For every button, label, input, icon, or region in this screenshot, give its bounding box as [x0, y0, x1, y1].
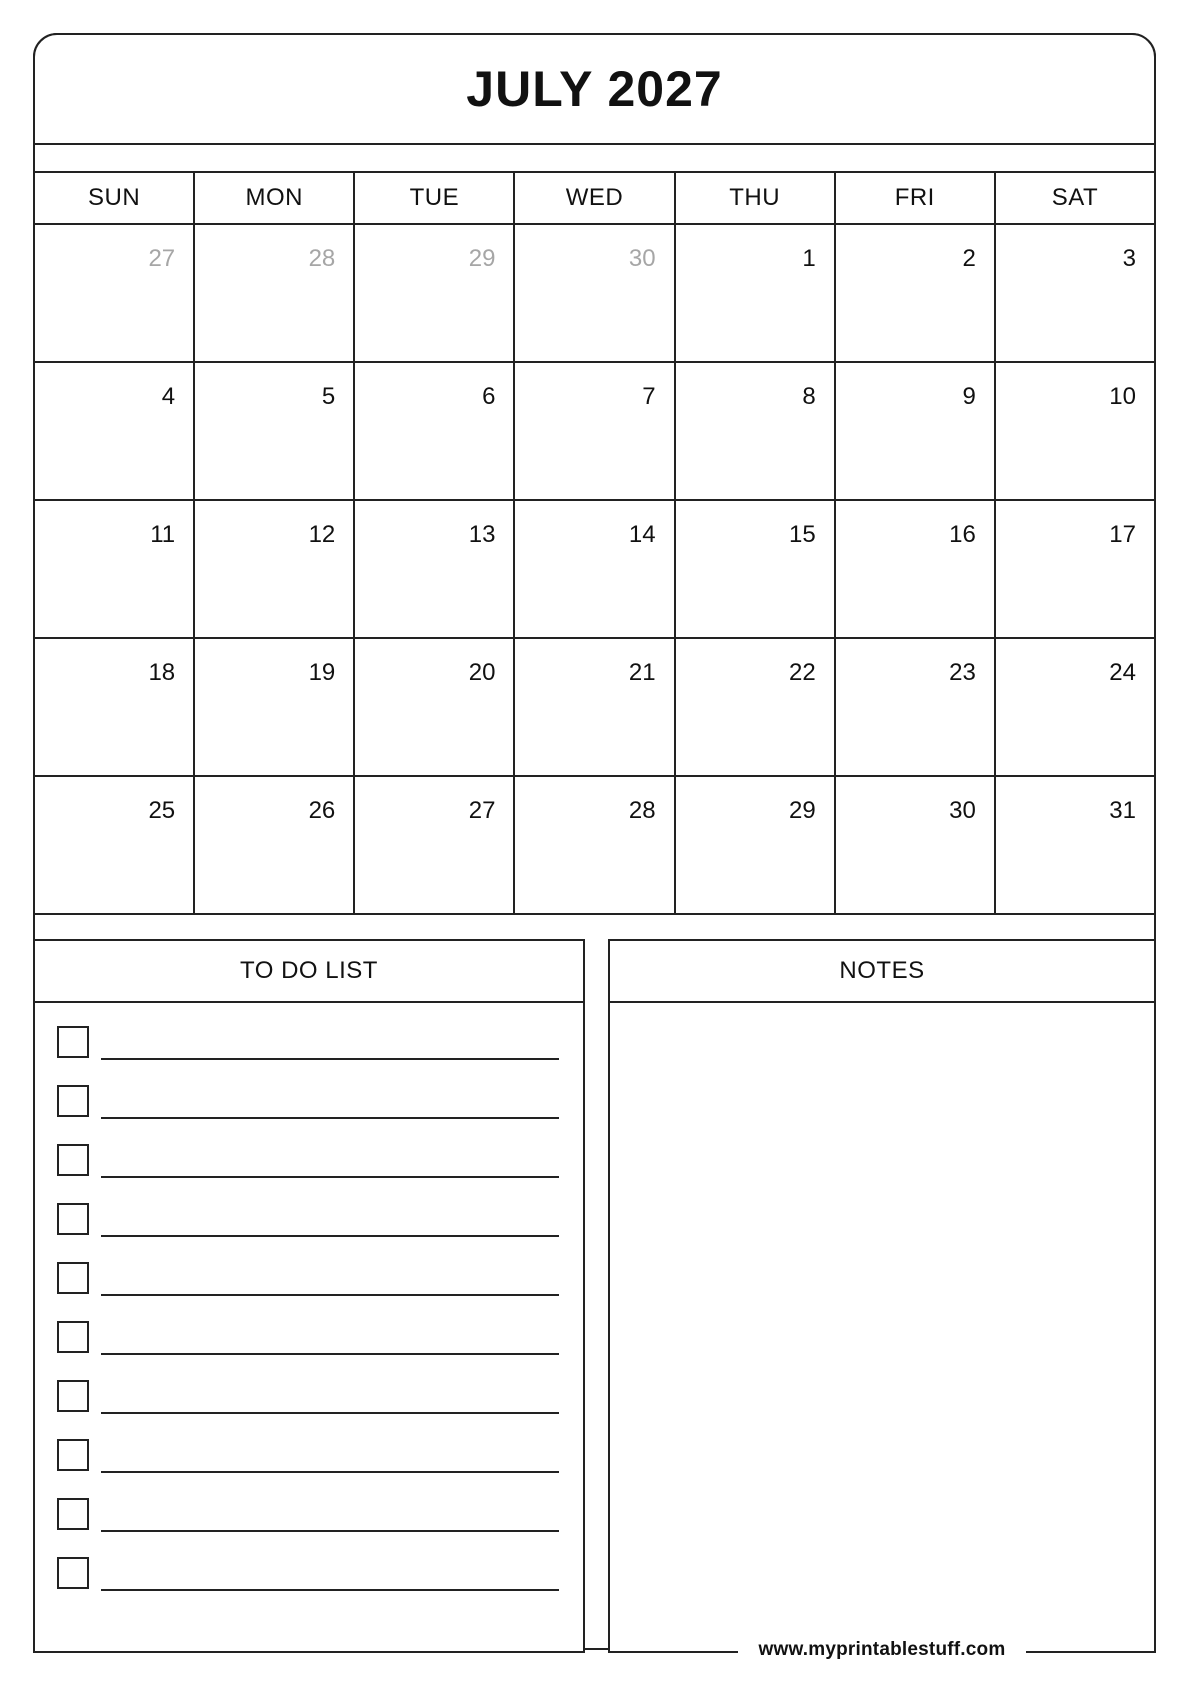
week-row — [34, 500, 1155, 638]
day-number: 29 — [468, 245, 496, 272]
notes-panel — [608, 939, 1156, 1653]
todo-checkbox[interactable] — [57, 1262, 89, 1294]
todo-write-line[interactable] — [101, 1176, 559, 1178]
day-cell[interactable] — [354, 362, 514, 500]
todo-write-line[interactable] — [101, 1353, 559, 1355]
todo-checkbox[interactable] — [57, 1557, 89, 1589]
day-cell[interactable] — [995, 638, 1155, 776]
day-cell[interactable] — [995, 500, 1155, 638]
week-row — [34, 224, 1155, 362]
day-cell[interactable] — [354, 776, 514, 914]
day-cell[interactable] — [675, 776, 835, 914]
day-cell[interactable] — [194, 224, 354, 362]
day-cell[interactable] — [514, 776, 674, 914]
day-number: 14 — [628, 521, 656, 548]
day-number: 8 — [802, 383, 816, 410]
day-number: 24 — [1109, 659, 1136, 686]
day-cell[interactable] — [194, 776, 354, 914]
day-cell[interactable] — [835, 500, 995, 638]
weekday-mon: MON — [194, 172, 354, 224]
day-cell[interactable] — [354, 500, 514, 638]
todo-checkbox[interactable] — [57, 1026, 89, 1058]
day-cell[interactable] — [835, 224, 995, 362]
day-number: 10 — [1109, 383, 1136, 410]
day-number: 17 — [1109, 521, 1136, 548]
todo-checkbox[interactable] — [57, 1203, 89, 1235]
day-cell[interactable] — [34, 500, 194, 638]
notes-area[interactable] — [610, 1003, 1154, 1651]
todo-item — [57, 1203, 559, 1235]
day-cell[interactable] — [675, 638, 835, 776]
day-number: 12 — [308, 521, 336, 548]
day-number: 27 — [468, 797, 496, 824]
day-cell[interactable] — [34, 224, 194, 362]
day-number: 30 — [628, 245, 656, 272]
day-number: 11 — [150, 521, 176, 548]
day-cell[interactable] — [835, 776, 995, 914]
day-cell[interactable] — [34, 362, 194, 500]
day-cell[interactable] — [514, 500, 674, 638]
day-number: 15 — [789, 521, 816, 548]
todo-checkbox[interactable] — [57, 1144, 89, 1176]
day-number: 16 — [949, 521, 976, 548]
todo-write-line[interactable] — [101, 1471, 559, 1473]
todo-item — [57, 1498, 559, 1530]
day-number: 20 — [468, 659, 496, 686]
todo-item — [57, 1262, 559, 1294]
todo-checkbox[interactable] — [57, 1085, 89, 1117]
todo-write-line[interactable] — [101, 1294, 559, 1296]
todo-item — [57, 1557, 559, 1589]
todo-checkbox[interactable] — [57, 1439, 89, 1471]
day-cell[interactable] — [995, 776, 1155, 914]
weekday-header-row — [34, 172, 1155, 224]
day-number: 21 — [628, 659, 656, 686]
day-cell[interactable] — [835, 362, 995, 500]
weekday-wed: WED — [514, 172, 674, 224]
title-banner — [33, 33, 1156, 145]
day-cell[interactable] — [995, 224, 1155, 362]
todo-item — [57, 1026, 559, 1058]
todo-write-line[interactable] — [101, 1530, 559, 1532]
notes-heading: NOTES — [610, 941, 1154, 1003]
day-number: 19 — [308, 659, 336, 686]
day-cell[interactable] — [675, 500, 835, 638]
todo-item — [57, 1380, 559, 1412]
day-number: 22 — [789, 659, 816, 686]
day-cell[interactable] — [34, 638, 194, 776]
day-cell[interactable] — [675, 362, 835, 500]
todo-heading: TO DO LIST — [35, 941, 583, 1003]
day-number: 18 — [148, 659, 176, 686]
day-number: 29 — [789, 797, 816, 824]
todo-write-line[interactable] — [101, 1589, 559, 1591]
day-cell[interactable] — [514, 638, 674, 776]
day-number: 27 — [148, 245, 176, 272]
day-cell[interactable] — [194, 362, 354, 500]
day-number: 26 — [308, 797, 336, 824]
weekday-sat: SAT — [995, 172, 1155, 224]
weekday-fri: FRI — [835, 172, 995, 224]
day-number: 9 — [962, 383, 976, 410]
day-number: 13 — [468, 521, 496, 548]
todo-checkbox[interactable] — [57, 1321, 89, 1353]
todo-item — [57, 1085, 559, 1117]
weekday-sun: SUN — [34, 172, 194, 224]
day-number: 23 — [949, 659, 976, 686]
weekday-tue: TUE — [354, 172, 514, 224]
day-number: 28 — [628, 797, 656, 824]
day-number: 4 — [161, 383, 176, 410]
day-number: 25 — [148, 797, 176, 824]
todo-checkbox[interactable] — [57, 1498, 89, 1530]
footer-url: www.myprintablestuff.com — [758, 1639, 1006, 1660]
day-cell[interactable] — [675, 224, 835, 362]
day-cell[interactable] — [34, 776, 194, 914]
day-number: 30 — [949, 797, 976, 824]
todo-write-line[interactable] — [101, 1058, 559, 1060]
day-cell[interactable] — [194, 638, 354, 776]
todo-panel — [33, 939, 585, 1653]
day-number: 7 — [642, 383, 656, 410]
week-row — [34, 362, 1155, 500]
day-cell[interactable] — [835, 638, 995, 776]
todo-checkbox[interactable] — [57, 1380, 89, 1412]
todo-item — [57, 1144, 559, 1176]
day-number: 3 — [1122, 245, 1136, 272]
todo-write-line[interactable] — [101, 1117, 559, 1119]
day-cell[interactable] — [354, 638, 514, 776]
todo-write-line[interactable] — [101, 1412, 559, 1414]
week-row — [34, 638, 1155, 776]
day-number: 5 — [321, 383, 336, 410]
day-cell[interactable] — [194, 500, 354, 638]
todo-item — [57, 1321, 559, 1353]
day-number: 28 — [308, 245, 336, 272]
week-row — [34, 776, 1155, 914]
day-number: 6 — [482, 383, 496, 410]
day-cell[interactable] — [995, 362, 1155, 500]
day-cell[interactable] — [514, 362, 674, 500]
todo-write-line[interactable] — [101, 1235, 559, 1237]
month-grid — [33, 171, 1156, 915]
day-number: 2 — [962, 245, 976, 272]
day-number: 31 — [1109, 797, 1136, 824]
weekday-thu: THU — [675, 172, 835, 224]
day-number: 1 — [802, 245, 816, 272]
page-title: JULY 2027 — [466, 61, 723, 117]
todo-item — [57, 1439, 559, 1471]
day-cell[interactable] — [354, 224, 514, 362]
day-cell[interactable] — [514, 224, 674, 362]
